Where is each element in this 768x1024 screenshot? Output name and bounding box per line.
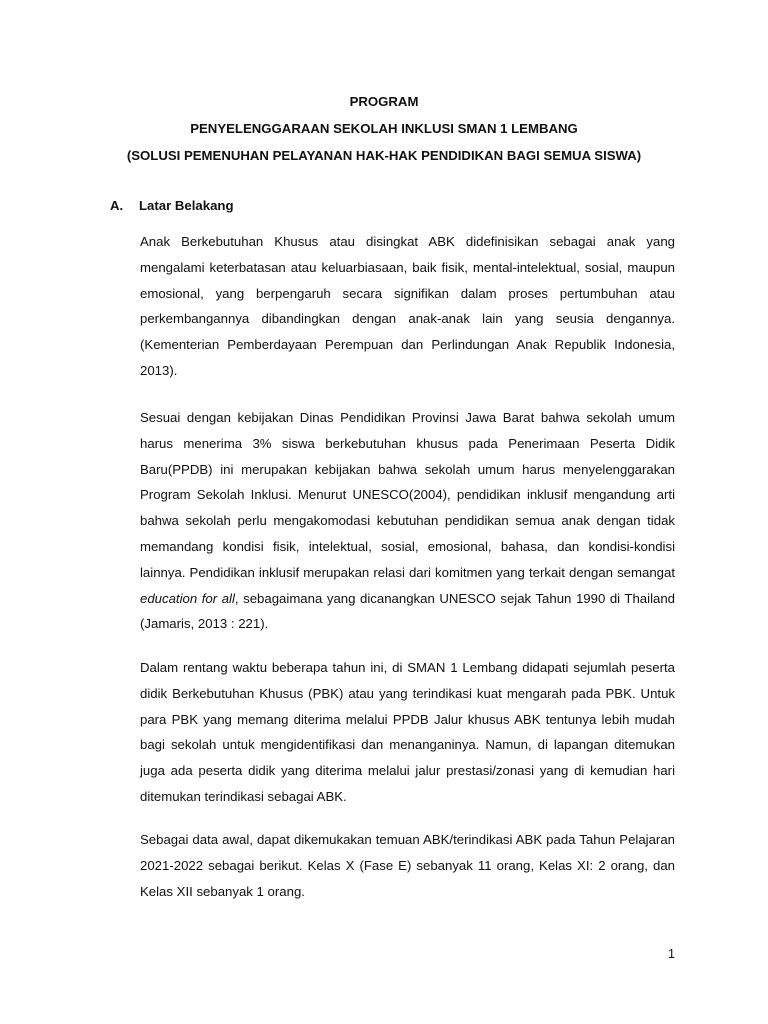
- paragraph-kebijakan: [140, 405, 675, 637]
- paragraph-abk-definition: Anak Berkebutuhan Khusus atau disingkat ABK didefinisikan sebagai anak yang mengalami keterbatasan atau keluarbiasaan, baik fisik, mental-intelektual, sosial, maupun emosional, yang berpengaruh secara signifikan dalam proses pertumbuhan atau perkembangannya dibandingkan dengan anak-anak lain yang seusia dengannya. (Kementerian Pemberdayaan Perempuan dan Perlindungan Anak Republik Indonesia, 2013).: [140, 234, 675, 378]
- paragraph-kebijakan-text-after: , sebagaimana yang dicanangkan UNESCO sejak Tahun 1990 di Thailand (Jamaris, 2013 : 221).: [140, 590, 676, 632]
- section-heading-a: [110, 196, 234, 216]
- paragraph-kebijakan-italic: education for all: [140, 590, 235, 606]
- section-heading-text: Latar Belakang: [139, 198, 234, 213]
- paragraph-data-awal: Sebagai data awal, dapat dikemukakan temuan ABK/terindikasi ABK pada Tahun Pelajaran 2021-2022 sebagai berikut. Kelas X (Fase E) sebanyak 11 orang, Kelas XI: 2 orang, dan Kelas XII sebanyak 1 orang.: [140, 832, 675, 899]
- title-line-program: PROGRAM: [349, 94, 419, 109]
- title-line-penyelenggaraan: PENYELENGGARAAN SEKOLAH INKLUSI SMAN 1 LEMBANG: [190, 121, 578, 136]
- title-line-solusi: (SOLUSI PEMENUHAN PELAYANAN HAK-HAK PENDIDIKAN BAGI SEMUA SISWA): [126, 148, 642, 163]
- section-letter: A.: [110, 198, 124, 213]
- paragraph-rentang-waktu: Dalam rentang waktu beberapa tahun ini, di SMAN 1 Lembang didapati sejumlah peserta didik Berkebutuhan Khusus (PBK) atau yang terindikasi kuat mengarah pada PBK. Untuk para PBK yang memang diterima melalui PPDB Jalur khusus ABK tentunya lebih mudah bagi sekolah untuk mengidentifikasi dan menanganinya. Namun, di lapangan ditemukan juga ada peserta didik yang diterima melalui jalur prestasi/zonasi yang di kemudian hari ditemukan terindikasi sebagai ABK.: [140, 660, 675, 804]
- paragraph-kebijakan-text-before: Sesuai dengan kebijakan Dinas Pendidikan Provinsi Jawa Barat bahwa sekolah umum harus menerima 3% siswa berkebutuhan khusus pada Penerimaan Peserta Didik Baru(PPDB) ini merupakan kebijakan bahwa sekolah umum harus menyelenggarakan Program Sekolah Inklusi. Menurut UNESCO(2004), pendidikan inklusif mengandung arti bahwa sekolah perlu mengakomodasi kebutuhan pendidikan semua anak dengan tidak memandang kondisi fisik, intelektual, sosial, emosional, bahasa, dan kondisi-kondisi lainnya. Pendidikan inklusif merupakan relasi dari komitmen yang terkait dengan semangat: [140, 410, 675, 580]
- page-number: 1: [668, 947, 675, 961]
- document-title-block: [0, 88, 768, 169]
